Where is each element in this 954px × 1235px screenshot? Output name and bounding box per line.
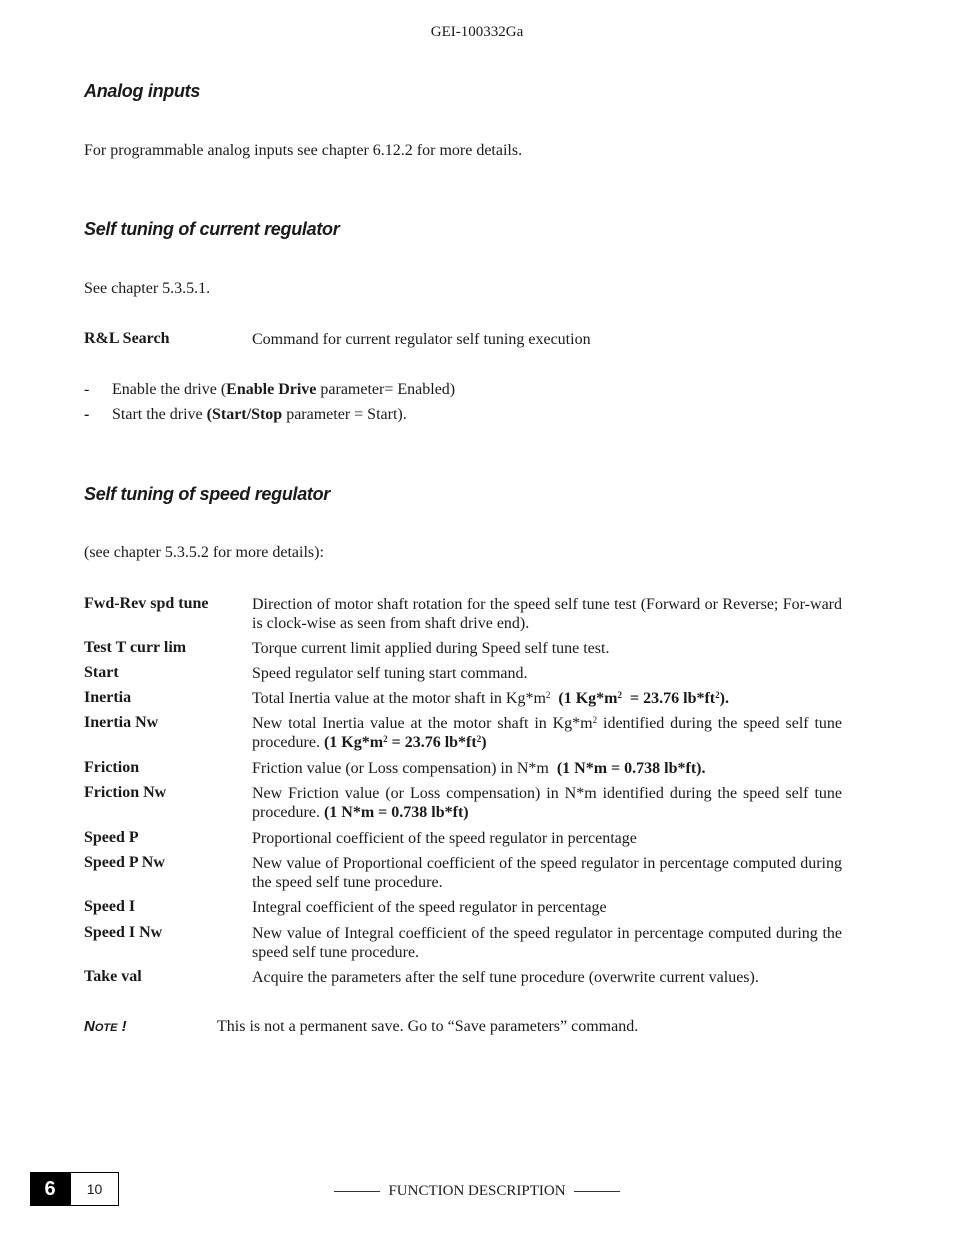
bullet-marker: - xyxy=(84,381,90,398)
note-label: NOTE ! xyxy=(84,1018,127,1035)
param-desc: New value of Proportional coefficient of the speed regulator in percentage computed during the speed self tune procedure. xyxy=(252,855,842,891)
footer-rule-left xyxy=(334,1191,380,1192)
param-label: Speed P xyxy=(84,829,139,846)
param-label: Take val xyxy=(84,968,142,985)
footer-rule-right xyxy=(574,1191,620,1192)
param-desc: Acquire the parameters after the self tune procedure (overwrite current values). xyxy=(252,969,759,986)
param-desc: Friction value (or Loss compensation) in N*m (1 N*m = 0.738 lb*ft). xyxy=(252,760,706,777)
param-desc: New Friction value (or Loss compensation) in N*m identified during the speed self tune procedure. (1 N*m = 0.738 lb*ft) xyxy=(252,785,842,821)
param-label: Start xyxy=(84,664,119,681)
section-title-speed-regulator: Self tuning of speed regulator xyxy=(84,484,331,504)
bullet-enable-drive: Enable the drive (Enable Drive parameter= Enabled) xyxy=(112,381,456,398)
param-desc: New value of Integral coefficient of the speed regulator in percentage computed during the speed self tune procedure. xyxy=(252,925,842,961)
param-label: Friction xyxy=(84,759,140,776)
param-label: Friction Nw xyxy=(84,784,167,801)
note-text: This is not a permanent save. Go to “Save parameters” command. xyxy=(217,1018,639,1035)
speed-regulator-see-chapter: (see chapter 5.3.5.2 for more details): xyxy=(84,544,324,561)
param-desc: Speed regulator self tuning start command. xyxy=(252,665,528,682)
param-label: Inertia xyxy=(84,689,132,706)
param-desc: Integral coefficient of the speed regulator in percentage xyxy=(252,899,607,916)
param-desc: New total Inertia value at the motor shaft in $Kg*m^2$ identified during the speed self tune procedure. (1 $Kg*m^2 = 23.76$ $lb*ft^2$) xyxy=(252,715,843,751)
param-label: Test T curr lim xyxy=(84,639,187,656)
page-number: 10 xyxy=(70,1172,119,1206)
param-desc: Torque current limit applied during Speed self tune test. xyxy=(252,640,610,657)
param-desc: Direction of motor shaft rotation for the speed self tune test (Forward or Reverse; For-ward is clock-wise as seen from shaft drive end). xyxy=(252,596,842,632)
chapter-number-badge: 6 xyxy=(30,1172,70,1206)
param-desc: Total Inertia value at the motor shaft in $Kg*m^2$ (1 $Kg*m^2 = 23.76$ $lb*ft^2$). xyxy=(252,690,729,707)
param-label: Speed I Nw xyxy=(84,924,163,941)
current-regulator-see-chapter: See chapter 5.3.5.1. xyxy=(84,280,211,297)
param-label-rl-search: R&L Search xyxy=(84,330,170,347)
document-id: GEI-100332Ga xyxy=(430,24,524,40)
param-label: Speed I xyxy=(84,898,136,915)
param-label: Inertia Nw xyxy=(84,714,159,731)
param-label: Speed P Nw xyxy=(84,854,165,871)
param-desc-rl-search: Command for current regulator self tuning execution xyxy=(252,331,591,348)
bullet-marker: - xyxy=(84,406,90,423)
footer-title: FUNCTION DESCRIPTION xyxy=(0,1183,954,1200)
section-title-current-regulator: Self tuning of current regulator xyxy=(84,219,340,239)
param-label: Fwd-Rev spd tune xyxy=(84,595,209,612)
analog-inputs-text: For programmable analog inputs see chapter 6.12.2 for more details. xyxy=(84,142,523,159)
param-desc: Proportional coefficient of the speed regulator in percentage xyxy=(252,830,637,847)
bullet-start-drive: Start the drive (Start/Stop parameter = Start). xyxy=(112,406,407,423)
section-title-analog-inputs: Analog inputs xyxy=(84,81,201,101)
